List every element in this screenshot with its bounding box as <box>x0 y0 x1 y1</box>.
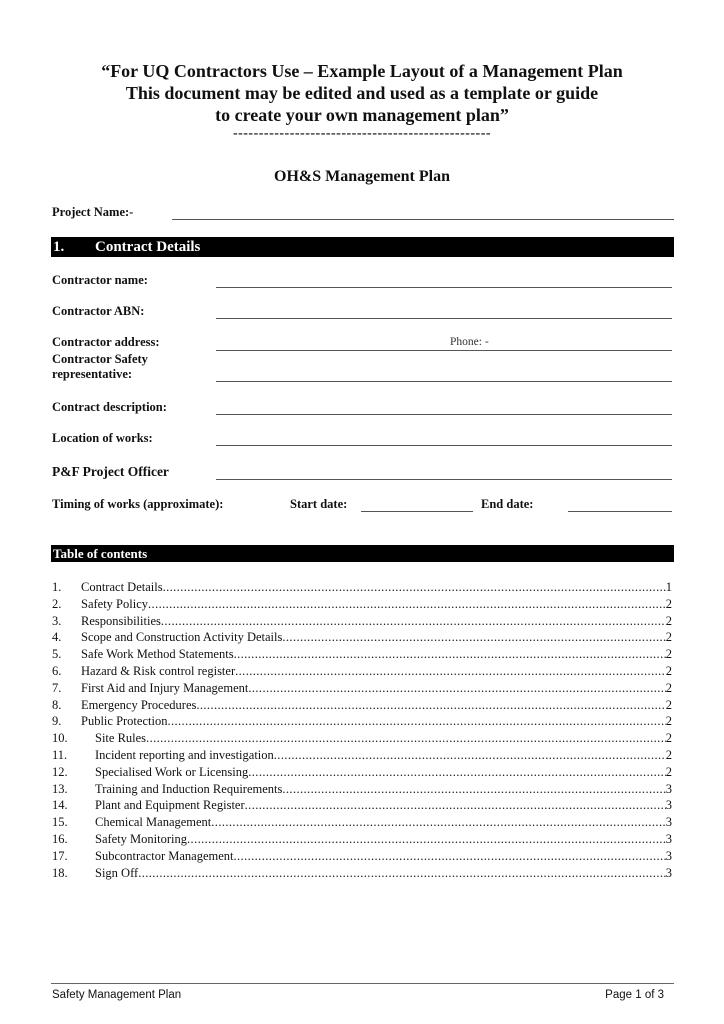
contract-description-field[interactable] <box>216 414 672 415</box>
toc-entry-page: 3 <box>665 865 672 880</box>
start-date-label: Start date: <box>290 497 348 511</box>
toc-dot-leader <box>235 663 666 679</box>
toc-entry-page: 3 <box>665 831 672 846</box>
toc-entry-number: 5. <box>52 647 62 662</box>
location-of-works-field[interactable] <box>216 445 672 446</box>
end-date-field[interactable] <box>568 511 672 512</box>
toc-dot-leader <box>148 596 666 612</box>
toc-entry-page: 2 <box>665 680 672 695</box>
toc-entry-title: Public Protection <box>81 714 168 729</box>
toc-entry[interactable] <box>52 629 672 646</box>
toc-dot-leader <box>282 781 665 797</box>
toc-entry-page: 2 <box>665 697 672 712</box>
contractor-abn-label: Contractor ABN: <box>52 304 145 318</box>
toc-entry-title: Contract Details <box>81 580 163 594</box>
toc-entry-number: 18. <box>52 865 68 880</box>
toc-entry[interactable] <box>52 663 672 680</box>
toc-entry-title: First Aid and Injury Management <box>81 680 249 695</box>
toc-entry-page: 2 <box>665 714 672 729</box>
toc-entry-number: 12. <box>52 764 68 779</box>
toc-entry-number: 11. <box>52 747 68 762</box>
toc-dot-leader <box>187 831 666 847</box>
toc-entry-page: 3 <box>665 848 672 863</box>
toc-entry[interactable] <box>52 579 672 596</box>
intro-line-1: “For UQ Contractors Use – Example Layout of a Management Plan <box>101 61 623 81</box>
toc-dot-leader <box>274 747 666 763</box>
toc-entry[interactable] <box>52 764 672 781</box>
timing-label: Timing of works (approximate): <box>52 497 224 511</box>
toc-dot-leader <box>211 814 665 830</box>
toc-entry-page: 2 <box>665 630 672 645</box>
toc-entry-number: 7. <box>52 680 62 695</box>
toc-entry-title: Scope and Construction Activity Details <box>81 630 283 645</box>
section-title: Contract Details <box>95 239 201 255</box>
toc-entry-number: 13. <box>52 781 68 796</box>
contract-description-label: Contract description: <box>52 400 167 414</box>
toc-entry-number: 15. <box>52 815 68 830</box>
toc-entry[interactable] <box>52 646 672 663</box>
toc-dot-leader <box>248 764 666 780</box>
toc-dot-leader <box>248 680 665 696</box>
toc-entry-title: Sign Off <box>95 865 139 880</box>
toc-entry-page: 3 <box>665 798 672 813</box>
toc-entry-number: 3. <box>52 613 62 628</box>
toc-entry-page: 3 <box>665 815 672 830</box>
toc-dot-leader <box>282 629 665 645</box>
intro-line-3: to create your own management plan” <box>215 105 509 125</box>
contractor-abn-field[interactable] <box>216 318 672 319</box>
toc-entry-number: 4. <box>52 630 62 645</box>
start-date-field[interactable] <box>361 511 473 512</box>
footer-title: Safety Management Plan <box>52 989 182 1001</box>
toc-entry[interactable] <box>52 781 672 798</box>
toc-entry-title: Chemical Management <box>95 815 212 830</box>
toc-entry-number: 8. <box>52 697 62 712</box>
toc-entry-number: 6. <box>52 663 62 678</box>
toc-entry[interactable] <box>52 797 672 814</box>
safety-rep-field[interactable] <box>216 381 672 382</box>
toc-entry[interactable] <box>52 613 672 630</box>
project-name-label: Project Name:- <box>52 205 134 219</box>
toc-dot-leader <box>161 613 666 629</box>
toc-entry-title: Hazard & Risk control register <box>81 663 236 678</box>
pf-project-officer-label: P&F Project Officer <box>52 464 169 479</box>
toc-entry-page: 2 <box>665 596 672 611</box>
toc-entry-title: Specialised Work or Licensing <box>95 764 249 779</box>
toc-entry-title: Site Rules <box>95 731 147 746</box>
page-number: Page 1 of 3 <box>605 989 664 1001</box>
toc-entry-title: Safety Policy <box>81 596 149 611</box>
toc-entry-title: Emergency Procedures <box>81 697 197 712</box>
toc-entry[interactable] <box>52 730 672 747</box>
contractor-name-field[interactable] <box>216 287 672 288</box>
toc-entry-title: Subcontractor Management <box>95 848 234 863</box>
toc-heading-bar <box>51 545 674 562</box>
toc-dot-leader <box>245 797 666 813</box>
safety-rep-label-line2: representative: <box>52 367 133 381</box>
section-number: 1. <box>53 239 65 255</box>
pf-project-officer-field[interactable] <box>216 479 672 480</box>
toc-dot-leader <box>234 848 666 864</box>
toc-dot-leader <box>138 865 666 881</box>
toc-entry[interactable] <box>52 831 672 848</box>
toc-dot-leader <box>163 579 666 595</box>
toc-entry-page: 2 <box>665 731 672 746</box>
dash-separator: -------------------------------------------------- <box>232 126 492 141</box>
toc-entry-page: 2 <box>665 764 672 779</box>
toc-entry-number: 16. <box>52 831 68 846</box>
toc-entry-page: 2 <box>665 613 672 628</box>
toc-dot-leader <box>196 697 665 713</box>
footer-rule <box>51 983 674 984</box>
toc-entry-number: 9. <box>52 714 62 729</box>
toc-entry[interactable] <box>52 697 672 714</box>
toc-dot-leader <box>167 713 665 729</box>
intro-line-2: This document may be edited and used as a template or guide <box>125 83 599 103</box>
section-header-contract-details <box>51 237 674 257</box>
toc-entry[interactable] <box>52 680 672 697</box>
location-of-works-label: Location of works: <box>52 431 153 445</box>
toc-entry-page: 3 <box>665 781 672 796</box>
toc-entry[interactable] <box>52 865 672 882</box>
toc-entry[interactable] <box>52 596 672 613</box>
toc-entry[interactable] <box>52 747 672 764</box>
toc-dot-leader <box>234 646 666 662</box>
toc-heading: Table of contents <box>53 546 148 561</box>
toc-entry[interactable] <box>52 848 672 865</box>
phone-label: Phone: - <box>450 336 489 348</box>
toc-entry-number: 10. <box>52 731 68 746</box>
page-title: OH&S Management Plan <box>274 168 450 185</box>
toc-entry-page: 1 <box>665 580 672 594</box>
toc-dot-leader <box>146 730 666 746</box>
toc-entry[interactable] <box>52 713 672 730</box>
toc-entry-number: 14. <box>52 798 68 813</box>
toc-entry-page: 2 <box>665 663 672 678</box>
toc-entry-title: Safe Work Method Statements <box>81 647 234 662</box>
toc-entry-title: Training and Induction Requirements <box>95 781 283 796</box>
contractor-name-label: Contractor name: <box>52 273 148 287</box>
toc-entry[interactable] <box>52 814 672 831</box>
toc-entry-page: 2 <box>665 747 672 762</box>
contractor-address-field[interactable] <box>216 350 672 351</box>
table-of-contents <box>52 579 672 881</box>
safety-rep-label-line1: Contractor Safety <box>52 352 148 366</box>
toc-entry-number: 2. <box>52 596 62 611</box>
toc-entry-page: 2 <box>665 647 672 662</box>
toc-entry-number: 17. <box>52 848 68 863</box>
toc-entry-title: Plant and Equipment Register <box>95 798 245 813</box>
toc-entry-title: Incident reporting and investigation <box>95 747 274 762</box>
contractor-address-label: Contractor address: <box>52 335 160 349</box>
toc-entry-number: 1. <box>52 580 62 594</box>
toc-entry-title: Responsibilities <box>81 613 161 628</box>
project-name-field[interactable] <box>172 219 674 220</box>
end-date-label: End date: <box>481 497 534 511</box>
toc-entry-title: Safety Monitoring <box>95 831 188 846</box>
